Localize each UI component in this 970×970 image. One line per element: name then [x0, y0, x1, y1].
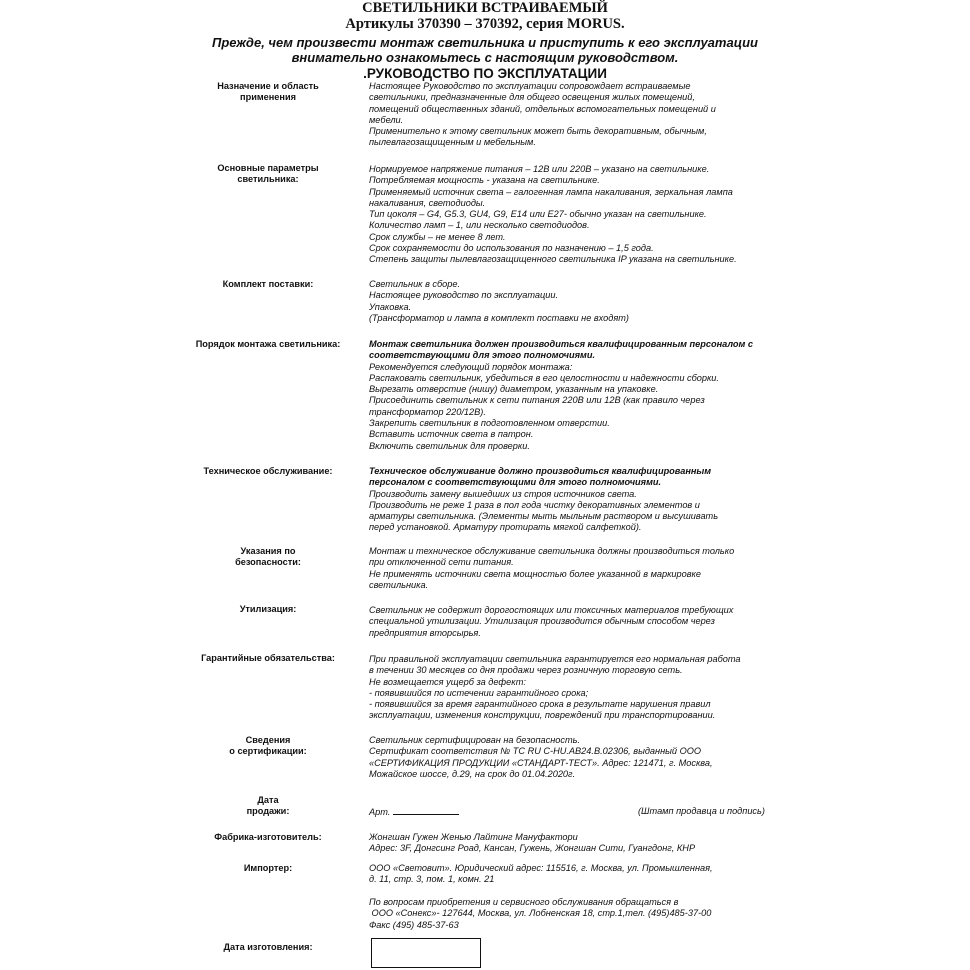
label-line: Комплект поставки:: [222, 279, 314, 289]
text-line: Жонгшан Гужен Женью Лайтинг Мануфактори: [369, 832, 578, 842]
text-line: Количество ламп – 1, или несколько светодиодов.: [369, 220, 590, 231]
warning-line-1: Прежде, чем произвести монтаж светильника и приступить к его эксплуатации: [212, 35, 758, 50]
text-line: Производить не реже 1 раза в пол года чистку декоративных элементов и: [369, 499, 700, 510]
label-line: продажи:: [246, 806, 290, 817]
text-line: Применительно к этому светильник может быть декоративным, обычным,: [369, 126, 707, 137]
text-line: Монтаж и техническое обслуживание светильника должны производиться только: [369, 546, 735, 556]
text-line: Светильник сертифицирован на безопасность.: [369, 735, 581, 745]
safety-text: [369, 546, 789, 591]
text-line: Адрес: 3F, Донгсинг Роад, Кансан, Гужень, Жонгшан Сити, Гуангдонг, КНР: [369, 843, 696, 854]
text-line: Настоящее руководство по эксплуатации.: [369, 290, 559, 301]
text-line: накаливания, светодиоды.: [369, 197, 486, 208]
package-text: [369, 279, 789, 324]
disposal-label: [178, 604, 358, 615]
text-line: Светильник не содержит дорогостоящих или токсичных материалов требующих: [369, 605, 734, 615]
manufacturer-label: [178, 832, 358, 843]
installation-label: [178, 339, 358, 350]
installation-text: [369, 339, 789, 452]
purpose-label: [178, 81, 358, 104]
warranty-text: [369, 654, 789, 722]
text-line: пылевлагозащищенным и мебельным.: [369, 137, 536, 148]
text-line: Вырезать отверстие (нишу) диаметром, указанным на упаковке.: [369, 384, 659, 395]
label-line: Техническое обслуживание:: [203, 466, 333, 476]
text-line-bold: Монтаж светильника должен производиться квалифицированным персоналом с: [369, 339, 754, 349]
text-line: светильники, предназначенные для общего освещения жилых помещений,: [369, 92, 695, 103]
maintenance-label: [178, 466, 358, 477]
text-line: Можайское шоссе, д.29, на срок до 01.04.2020г.: [369, 768, 576, 779]
safety-label: [178, 546, 358, 569]
art-blank-line: [393, 806, 459, 815]
text-line: Настоящее Руководство по эксплуатации сопровождает встраиваемые: [369, 81, 691, 91]
package-label: [178, 279, 358, 290]
text-line: Не возмещается ущерб за дефект:: [369, 676, 526, 687]
importer-label: [178, 863, 358, 874]
text-line: Срок сохраняемости до использования по назначению – 1,5 года.: [369, 243, 654, 254]
label-line: Дата изготовления:: [223, 942, 313, 952]
label-line: Сведения: [245, 735, 291, 745]
warranty-label: [178, 653, 358, 664]
warning-line-2: внимательно ознакомьтесь с настоящим руководством.: [291, 50, 679, 65]
manual-title: .РУКОВОДСТВО ПО ЭКСПЛУАТАЦИИ: [363, 66, 607, 81]
label-line: Утилизация:: [239, 604, 297, 614]
text-line-bold: персоналом с соответствующими для этого полномочиями.: [369, 477, 662, 488]
text-line: - появившийся по истечении гарантийного срока;: [369, 687, 589, 698]
text-line: Включить светильник для проверки.: [369, 440, 530, 451]
text-line-bold: Техническое обслуживание должно производиться квалифицированным: [369, 466, 712, 476]
text-line: Распаковать светильник, убедиться в его целостности и надежности сборки.: [369, 372, 719, 383]
certification-text: [369, 735, 789, 780]
text-line: в течении 30 месяцев со дня продажи через розничную торговую сеть.: [369, 665, 683, 676]
disposal-text: [369, 605, 789, 639]
label-line: Фабрика-изготовитель:: [214, 832, 322, 842]
purpose-text: [369, 81, 789, 149]
text-line: Степень защиты пылевлагозащищенного светильника IP указана на светильнике.: [369, 254, 737, 265]
text-line: перед установкой. Арматуру протирать мягкой салфеткой).: [369, 522, 642, 533]
text-line: Упаковка.: [369, 301, 412, 312]
text-line: (Трансформатор и лампа в комплект поставки не входят): [369, 312, 629, 323]
maintenance-text: [369, 466, 789, 534]
text-line: Сертификат соответствия № ТС RU C-HU.AB24.B.02306, выданный ООО: [369, 746, 702, 757]
text-line: при отключенной сети питания.: [369, 557, 514, 568]
text-line: арматуры светильника. (Элементы мыть мыльным раствором и высушивать: [369, 511, 719, 522]
text-line: предприятия вторсырья.: [369, 627, 481, 638]
text-line: трансформатор 220/12В).: [369, 406, 486, 417]
text-line: Срок службы – не менее 8 лет.: [369, 231, 506, 242]
text-line: «СЕРТИФИКАЦИЯ ПРОДУКЦИИ «СТАНДАРТ-ТЕСТ». Адрес: 121471, г. Москва,: [369, 757, 713, 768]
doc-subtitle: Артикулы 370390 – 370392, серия MORUS.: [345, 16, 625, 32]
parameters-text: [369, 164, 789, 266]
text-line: светильника.: [369, 579, 429, 590]
text-line: Рекомендуется следующий порядок монтажа:: [369, 361, 573, 372]
text-line: д. 11, стр. 3, пом. 1, комн. 21: [369, 874, 495, 885]
text-line: Присоединить светильник к сети питания 220В или 12В (как правило через: [369, 395, 705, 406]
manufacture-date-box: [371, 938, 481, 968]
label-line: Основные параметры: [217, 163, 319, 173]
label-line: Назначение и область: [217, 81, 319, 91]
text-line: Потребляемая мощность - указана на светильнике.: [369, 175, 600, 186]
text-line: Факс (495) 485-37-63: [369, 919, 459, 930]
label-line: Указания по: [240, 546, 296, 556]
text-line: - появившийся за время гарантийного срока в результате нарушения правил: [369, 699, 711, 710]
text-line: Тип цоколя – G4, G5.3, GU4, G9, E14 или E27- обычно указан на светильнике.: [369, 209, 707, 220]
service-text: [369, 897, 789, 931]
text-line: мебели.: [369, 114, 404, 125]
label-line: Гарантийные обязательства:: [201, 653, 335, 663]
text-line: Нормируемое напряжение питания – 12В или 220В – указано на светильнике.: [369, 164, 710, 174]
label-line: Импортер:: [243, 863, 293, 873]
text-line: Не применять источники света мощностью более указанной в маркировке: [369, 568, 701, 579]
label-line: применения: [240, 92, 296, 103]
label-line: светильника:: [237, 174, 299, 185]
text-line: Производить замену вышедших из строя источников света.: [369, 488, 637, 499]
manufacture-date-label: [178, 942, 358, 953]
manufacturer-text: [369, 832, 789, 855]
importer-text: [369, 863, 789, 886]
text-line: эксплуатации, изменения конструкции, повреждений при транспортировании.: [369, 710, 716, 721]
text-line: специальной утилизации. Утилизация производится обычным способом через: [369, 616, 715, 627]
text-line: Светильник в сборе.: [369, 279, 461, 289]
sale-date-label: [178, 795, 358, 818]
parameters-label: [178, 163, 358, 186]
stamp-caption: (Штамп продавца и подпись): [638, 806, 765, 816]
text-line-bold: соответствующими для этого полномочиями.: [369, 350, 595, 361]
label-line: безопасности:: [235, 557, 301, 568]
text-line: помещений общественных зданий, отдельных вспомогательных помещений и: [369, 103, 716, 114]
text-line: Вставить источник света в патрон.: [369, 429, 534, 440]
label-line: Порядок монтажа светильника:: [195, 339, 341, 349]
text-line: Применяемый источник света – галогенная лампа накаливания, зеркальная лампа: [369, 186, 733, 197]
text-line: По вопросам приобретения и сервисного обслуживания обращаться в: [369, 897, 679, 907]
certification-label: [178, 735, 358, 758]
text-line: Закрепить светильник в подготовленном отверстии.: [369, 418, 610, 429]
art-label: Арт.: [369, 807, 391, 817]
doc-title: СВЕТИЛЬНИКИ ВСТРАИВАЕМЫЙ: [362, 0, 608, 16]
label-line: о сертификации:: [229, 746, 307, 757]
text-line: ООО «Сонекс»- 127644, Москва, ул. Лобненская 18, стр.1,тел. (495)485-37-00: [369, 908, 712, 919]
text-line: При правильной эксплуатации светильника гарантируется его нормальная работа: [369, 654, 741, 664]
label-line: Дата: [257, 795, 279, 805]
text-line: ООО «Световит». Юридический адрес: 115516, г. Москва, ул. Промышленная,: [369, 863, 713, 873]
